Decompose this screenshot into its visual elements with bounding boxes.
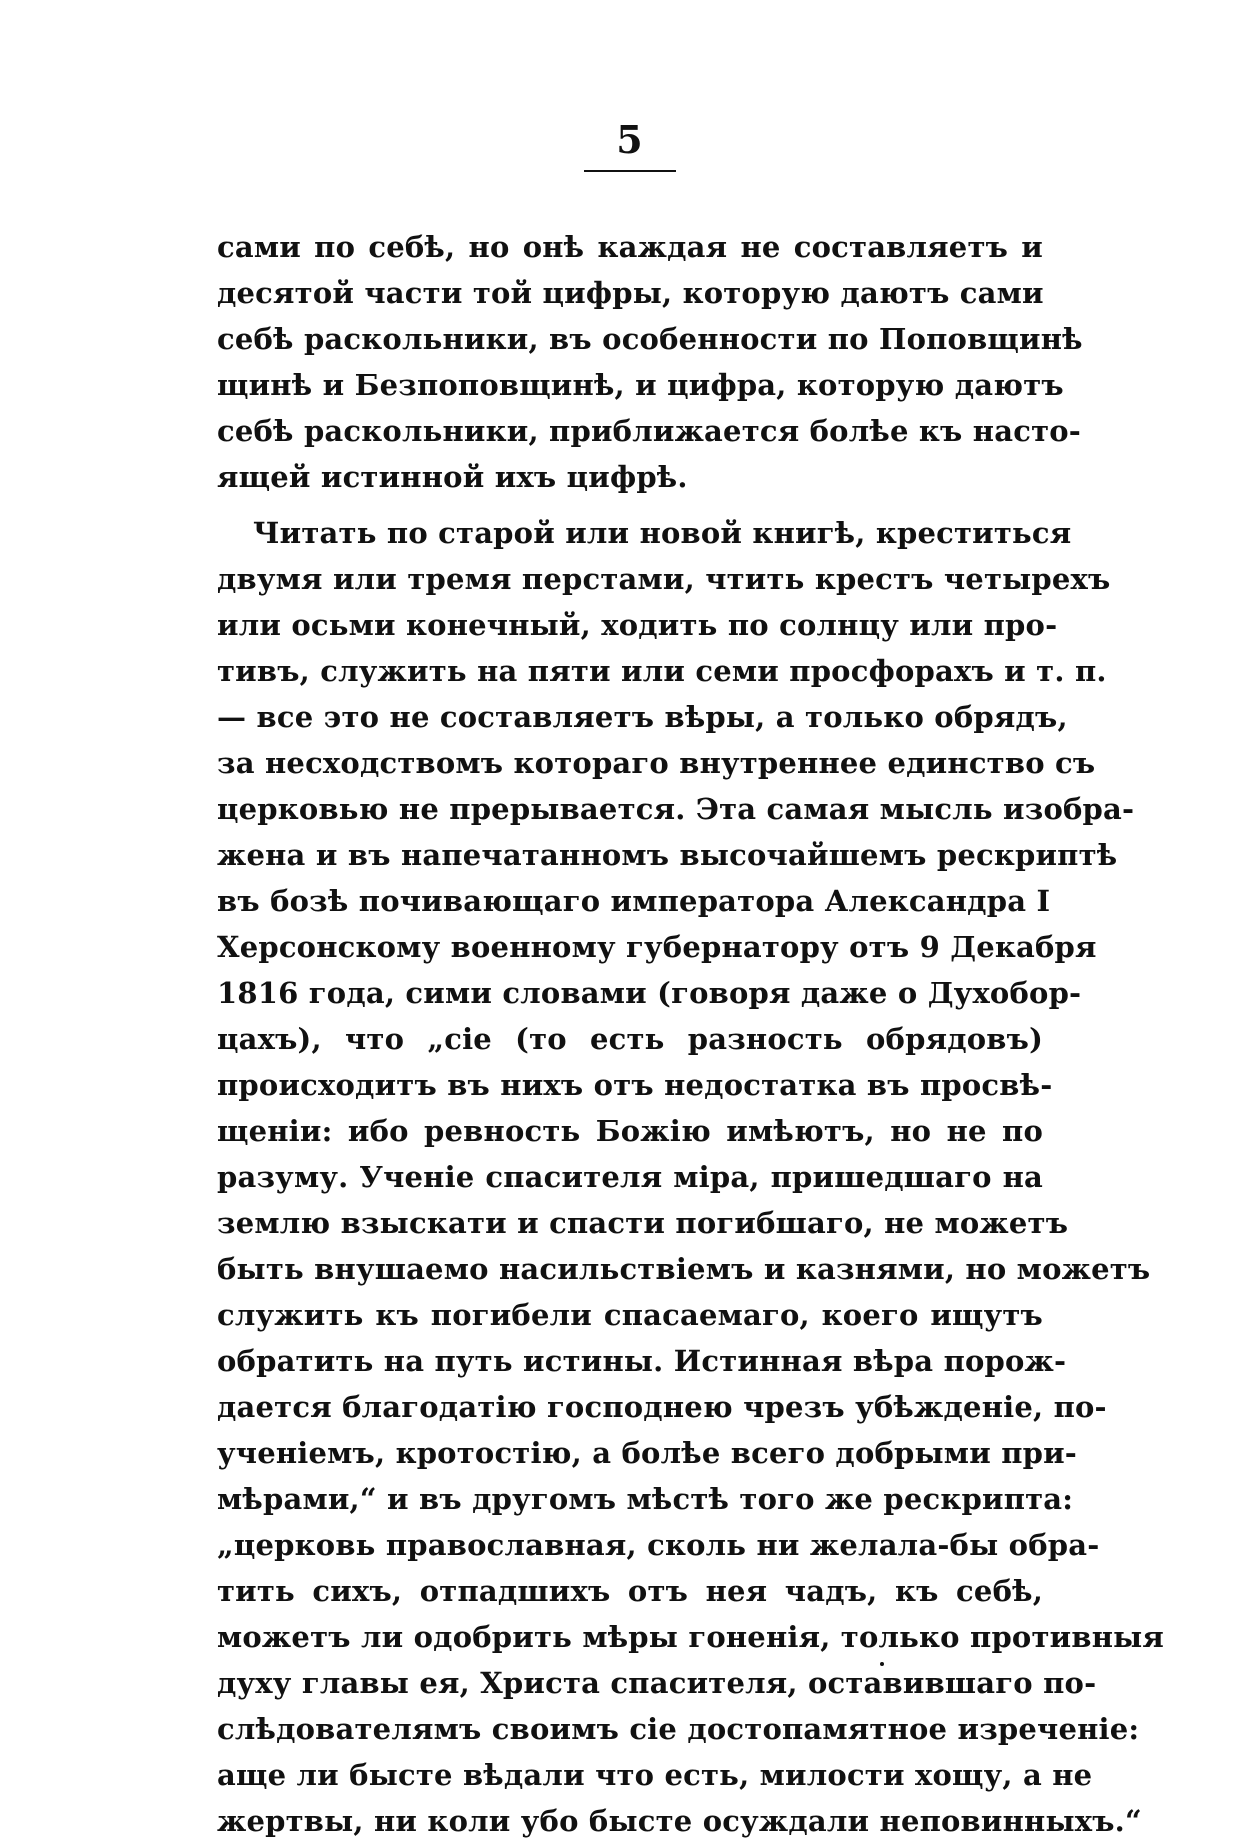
text-line: себѣ раскольники, приближается болѣе къ насто- [217,414,1082,448]
page-number: 5 [616,117,643,162]
text-line: 1816 года, сими словами (говоря даже о Духобор- [217,976,1082,1010]
text-line: двумя или тремя перстами, чтить крестъ четырехъ [217,562,1111,596]
text-line: жена и въ напечатанномъ высочайшемъ рескриптѣ [217,838,1118,872]
text-line: дается благодатію господнею чрезъ убѣжденіе, по- [217,1390,1107,1424]
text-line: сами по себѣ, но онѣ каждая не составляетъ и [217,230,1043,264]
text-line: Читать по старой или новой книгѣ, креститься [253,516,1072,550]
text-line: щеніи: ибо ревность Божію имѣютъ, но не по [217,1114,1043,1148]
text-line: щинѣ и Безпоповщинѣ, и цифра, которую даютъ [217,368,1064,402]
paragraph-1 [217,224,1083,500]
text-line: тивъ, служить на пяти или семи просфорахъ и т. п. [217,654,1107,688]
text-line: цахъ), что „сіе (то есть разность обрядовъ) [217,1022,1043,1056]
body-text [217,224,1165,1844]
text-line: обратить на путь истины. Истинная вѣра порож- [217,1344,1067,1378]
text-line: слѣдователямъ своимъ сіе достопамятное изреченіе: [217,1712,1140,1746]
page-number-rule [584,170,676,172]
text-line: служить къ погибели спасаемаго, коего ищутъ [217,1298,1043,1332]
text-line: тить сихъ, отпадшихъ отъ нея чадъ, къ себѣ, [217,1574,1043,1608]
text-line: Херсонскому военному губернатору отъ 9 Декабря [217,930,1097,964]
text-line: „церковь православная, сколь ни желала-бы обра- [217,1528,1100,1562]
text-line: можетъ ли одобрить мѣры гоненія, только противныя [217,1620,1165,1654]
text-line: жертвы, ни коли убо бысте осуждали неповинныхъ.“ [217,1804,1142,1838]
print-dot [880,1662,884,1666]
text-line: въ бозѣ почивающаго императора Александра I [217,884,1051,918]
text-line: ученіемъ, кротостію, а болѣе всего добрыми при- [217,1436,1078,1470]
paragraph-2 [217,510,1165,1844]
text-line: аще ли бысте вѣдали что есть, милости хощу, а не [217,1758,1093,1792]
text-line: себѣ раскольники, въ особенности по Поповщинѣ [217,322,1083,356]
text-line: ящей истинной ихъ цифрѣ. [217,460,688,494]
paragraph-gap [217,500,1043,510]
text-line: разуму. Ученіе спасителя міра, пришедшаго на [217,1160,1043,1194]
text-line: десятой части той цифры, которую даютъ сами [217,276,1044,310]
text-line: землю взыскати и спасти погибшаго, не можетъ [217,1206,1069,1240]
text-line: за несходствомъ котораго внутреннее единство съ [217,746,1096,780]
text-line: — все это не составляетъ вѣры, а только обрядъ, [217,700,1068,734]
text-line: быть внушаемо насильствіемъ и казнями, но можетъ [217,1252,1151,1286]
text-line: или осьми конечный, ходить по солнцу или про- [217,608,1058,642]
text-line: церковью не прерывается. Эта самая мысль изобра- [217,792,1135,826]
text-line: происходитъ въ нихъ отъ недостатка въ просвѣ- [217,1068,1053,1102]
text-line: мѣрами,“ и въ другомъ мѣстѣ того же рескрипта: [217,1482,1074,1516]
text-line: духу главы ея, Христа спасителя, оставившаго по- [217,1666,1097,1700]
